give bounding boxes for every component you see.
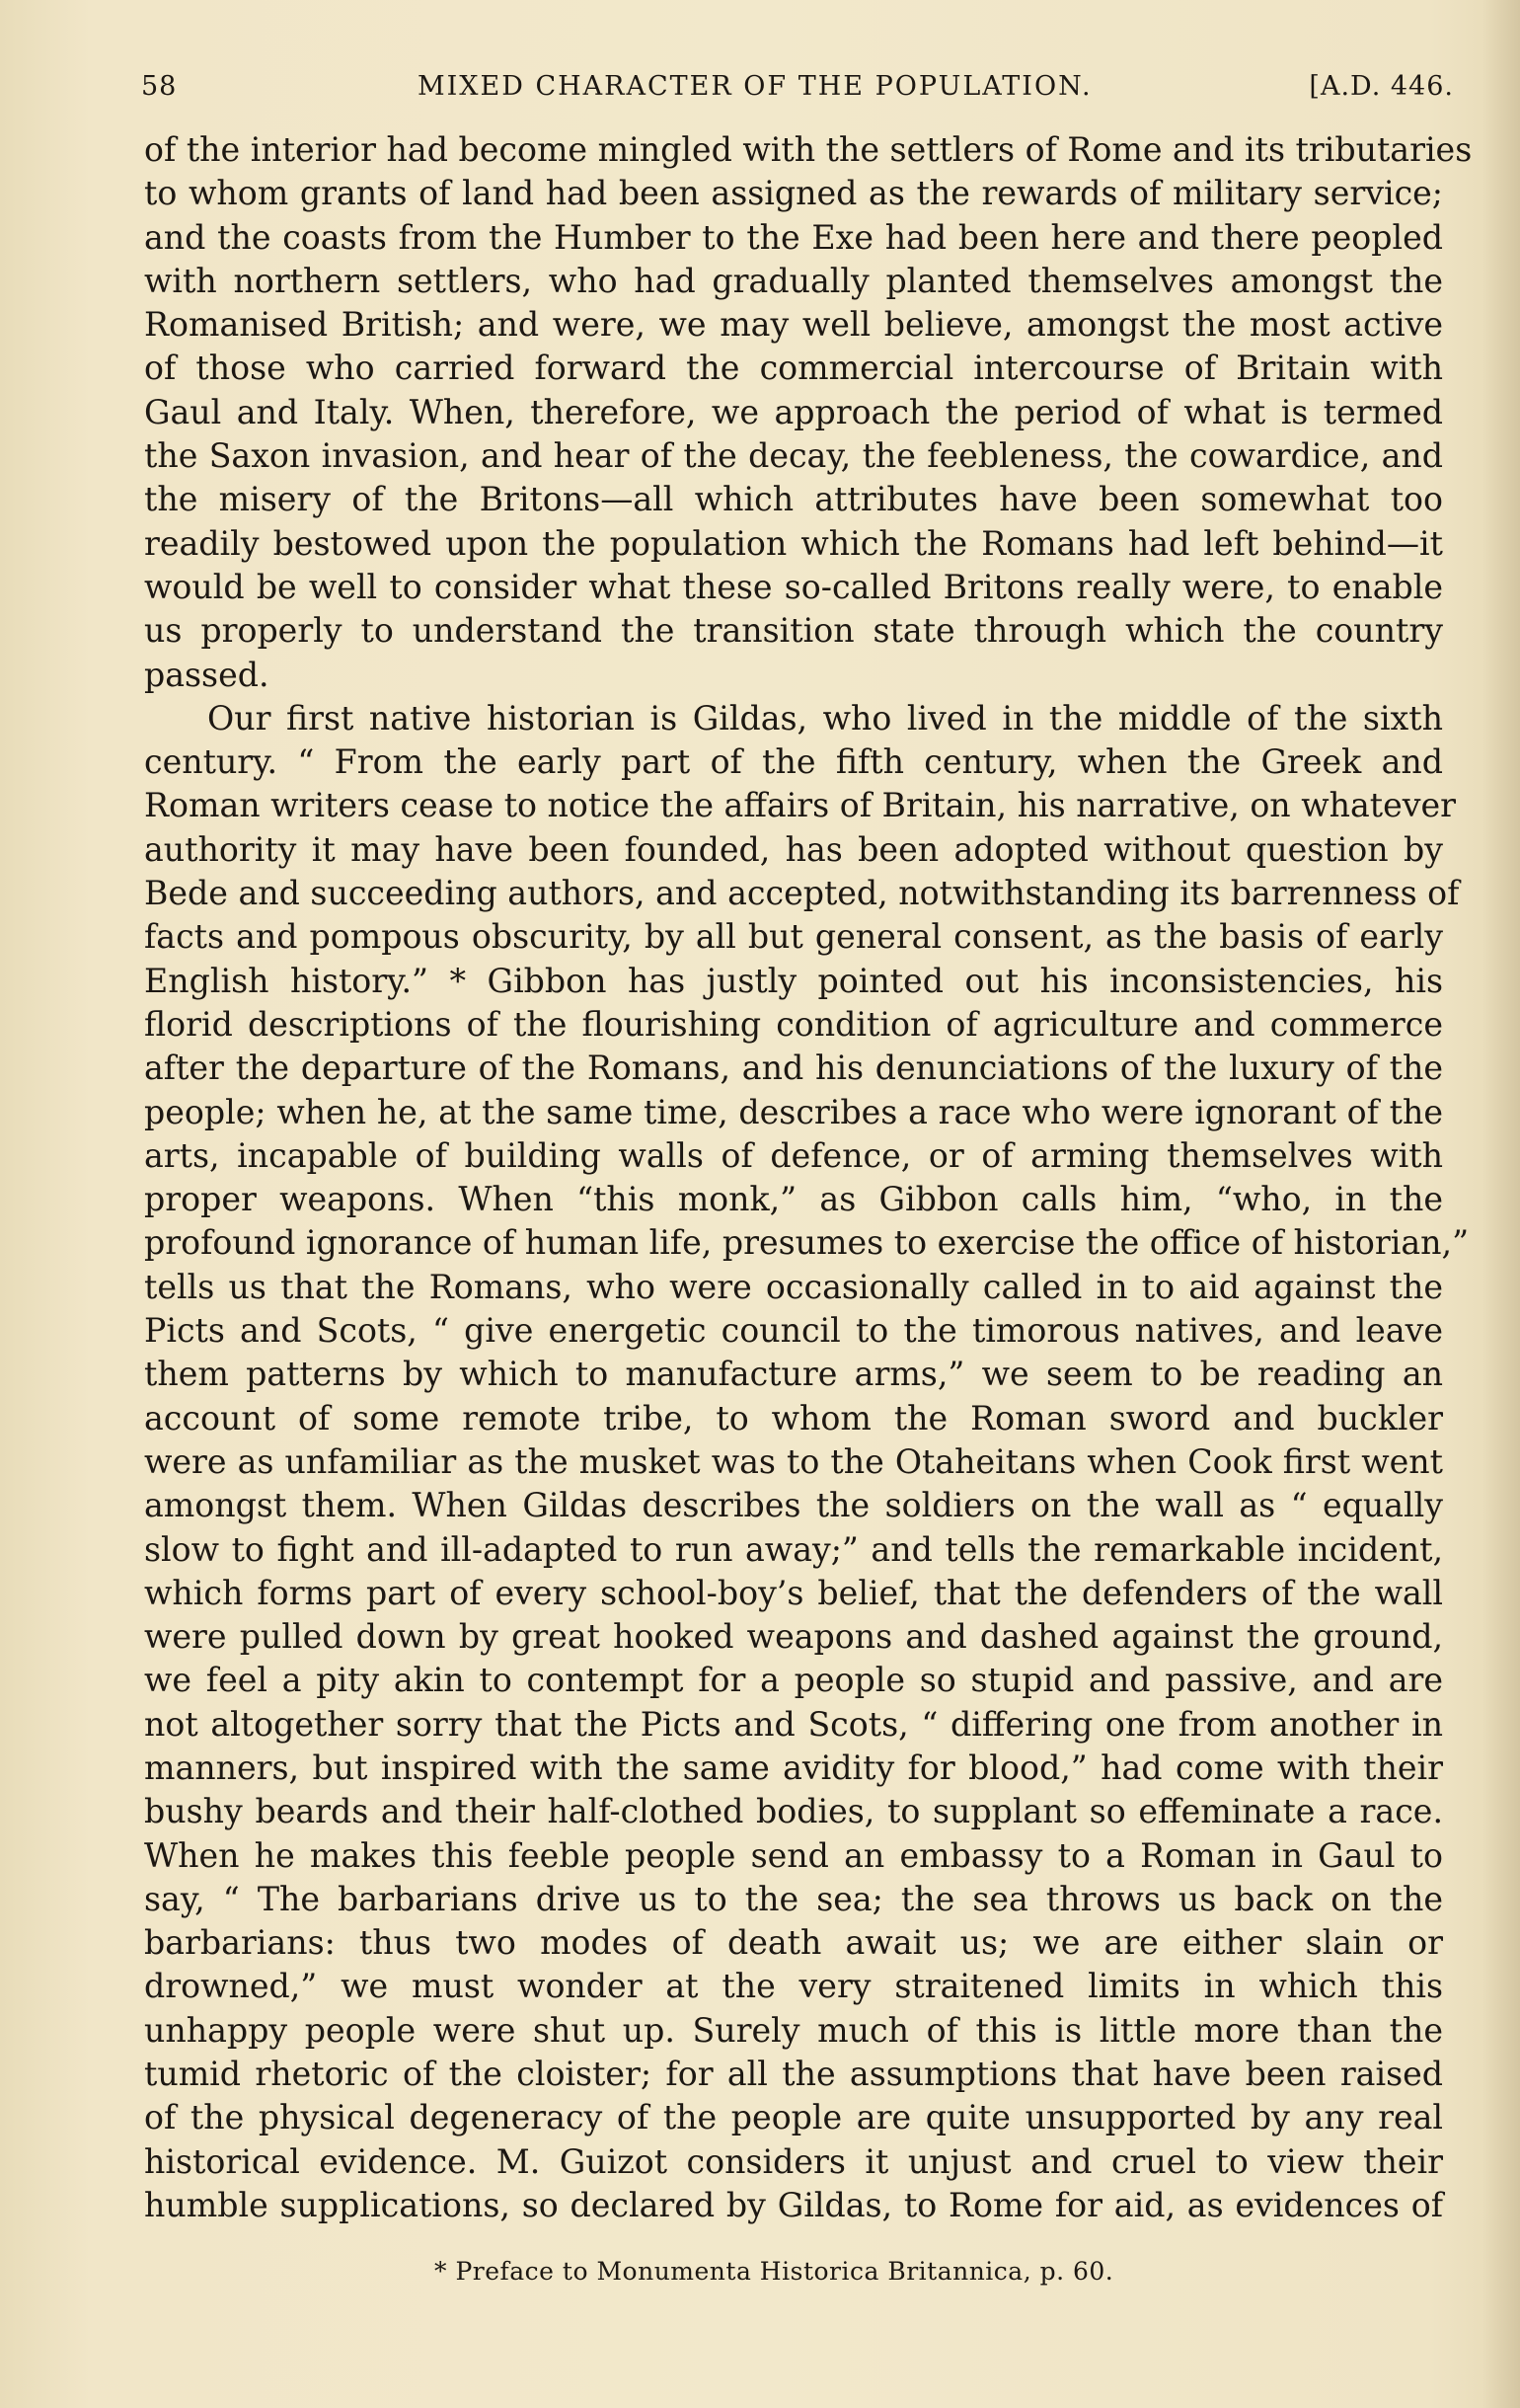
text-line: people; when he, at the same time, describes a race who were ignorant of the: [144, 1092, 1443, 1131]
text-line: century. “ From the early part of the fifth century, when the Greek and: [144, 742, 1443, 782]
text-line: Romanised British; and were, we may well believe, amongst the most active: [144, 305, 1443, 345]
footnote: * Preface to Monumenta Historica Britannica, p. 60.: [434, 2257, 1114, 2286]
text-line: the misery of the Britons—all which attributes have been somewhat too: [144, 480, 1443, 519]
text-line: of the physical degeneracy of the people are quite unsupported by any real: [144, 2098, 1443, 2137]
text-line: profound ignorance of human life, presumes to exercise the office of historian,”: [144, 1223, 1470, 1263]
text-line: arts, incapable of building walls of defence, or of arming themselves with: [144, 1135, 1443, 1175]
text-line: the Saxon invasion, and hear of the decay, the feebleness, the cowardice, and: [144, 436, 1443, 476]
text-line: facts and pompous obscurity, by all but general consent, as the basis of early: [144, 917, 1443, 957]
text-line: proper weapons. When “this monk,” as Gibbon calls him, “who, in the: [144, 1180, 1443, 1219]
text-line: amongst them. When Gildas describes the soldiers on the wall as “ equally: [144, 1486, 1443, 1525]
text-line: barbarians: thus two modes of death await us; we are either slain or: [144, 1923, 1443, 1963]
body-text: [144, 128, 1473, 2227]
text-line: florid descriptions of the flourishing condition of agriculture and commerce: [144, 1004, 1443, 1044]
text-line: to whom grants of land had been assigned as the rewards of military service;: [144, 174, 1443, 213]
page-number: 58: [141, 71, 178, 102]
text-line: us properly to understand the transition state through which the country: [144, 611, 1443, 651]
text-line: Roman writers cease to notice the affairs of Britain, his narrative, on whatever: [144, 786, 1457, 825]
text-line: humble supplications, so declared by Gildas, to Rome for aid, as evidences of: [144, 2185, 1443, 2224]
text-line: slow to fight and ill-adapted to run away;” and tells the remarkable incident,: [144, 1529, 1443, 1569]
text-line: unhappy people were shut up. Surely much of this is little more than the: [144, 2010, 1443, 2050]
text-line: were as unfamiliar as the musket was to the Otaheitans when Cook first went: [144, 1441, 1443, 1481]
page-header: [141, 71, 1454, 115]
text-line: which forms part of every school-boy’s belief, that the defenders of the wall: [144, 1573, 1443, 1612]
text-line: Our first native historian is Gildas, who lived in the middle of the sixth: [207, 698, 1443, 738]
page-edge-shadow: [1482, 0, 1520, 2408]
date-tag: [A.D. 446.: [1309, 71, 1454, 102]
running-title: MIXED CHARACTER OF THE POPULATION.: [418, 71, 1093, 102]
text-line: drowned,” we must wonder at the very straitened limits in which this: [144, 1967, 1443, 2006]
text-line: tells us that the Romans, who were occasionally called in to aid against the: [144, 1267, 1443, 1306]
text-line: say, “ The barbarians drive us to the sea; the sea throws us back on the: [144, 1879, 1443, 1918]
text-line: with northern settlers, who had gradually planted themselves amongst the: [144, 261, 1443, 300]
text-line: were pulled down by great hooked weapons and dashed against the ground,: [144, 1617, 1443, 1657]
text-line: of those who carried forward the commercial intercourse of Britain with: [144, 349, 1443, 388]
text-line: after the departure of the Romans, and his denunciations of the luxury of the: [144, 1049, 1443, 1088]
text-line: of the interior had become mingled with the settlers of Rome and its tributaries: [144, 130, 1473, 169]
text-line: English history.” * Gibbon has justly pointed out his inconsistencies, his: [144, 961, 1443, 1000]
text-line: not altogether sorry that the Picts and Scots, “ differing one from another in: [144, 1704, 1443, 1744]
text-line: them patterns by which to manufacture arms,” we seem to be reading an: [144, 1355, 1443, 1394]
text-line: Gaul and Italy. When, therefore, we approach the period of what is termed: [144, 392, 1443, 431]
text-line: When he makes this feeble people send an embassy to a Roman in Gaul to: [144, 1835, 1443, 1875]
text-line: tumid rhetoric of the cloister; for all the assumptions that have been raised: [144, 2055, 1443, 2094]
text-line: authority it may have been founded, has been adopted without question by: [144, 829, 1443, 869]
text-line: we feel a pity akin to contempt for a people so stupid and passive, and are: [144, 1661, 1443, 1700]
text-line: Picts and Scots, “ give energetic council to the timorous natives, and leave: [144, 1311, 1443, 1351]
text-line: account of some remote tribe, to whom the Roman sword and buckler: [144, 1398, 1443, 1437]
text-line: readily bestowed upon the population which the Romans had left behind—it: [144, 523, 1443, 563]
text-line: historical evidence. M. Guizot considers it unjust and cruel to view their: [144, 2141, 1443, 2181]
text-line: passed.: [144, 655, 269, 694]
text-line: and the coasts from the Humber to the Exe had been here and there peopled: [144, 217, 1443, 257]
text-line: Bede and succeeding authors, and accepted, notwithstanding its barrenness of: [144, 874, 1460, 913]
text-line: would be well to consider what these so-called Britons really were, to enable: [144, 567, 1443, 606]
text-line: bushy beards and their half-clothed bodies, to supplant so effeminate a race.: [144, 1792, 1443, 1831]
text-line: manners, but inspired with the same avidity for blood,” had come with their: [144, 1748, 1443, 1787]
